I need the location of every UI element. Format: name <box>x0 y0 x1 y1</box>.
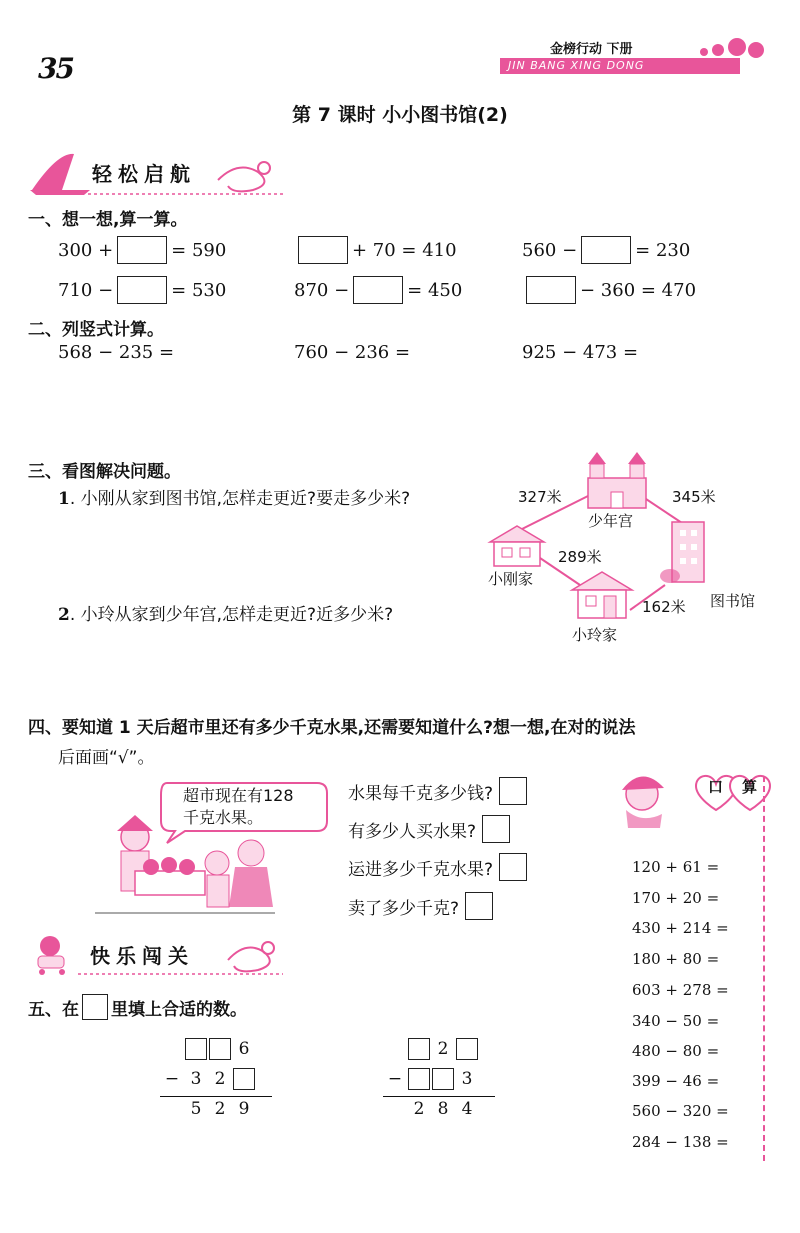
oral-item: 430 + 214 = <box>632 919 729 937</box>
section3-heading: 三、看图解决问题。 <box>28 462 181 482</box>
series-header <box>500 38 770 78</box>
library-label: 图书馆 <box>710 592 756 610</box>
digit: 5 <box>190 1099 202 1119</box>
heading-text: 五、在 <box>28 999 79 1020</box>
oral-item: 180 + 80 = <box>632 950 720 968</box>
dot-decoration <box>700 48 708 56</box>
xiaogang-home-label: 小刚家 <box>488 570 534 588</box>
challenge-title: 快乐闯关 <box>90 944 194 968</box>
option-text: 有多少人买水果? <box>348 821 477 842</box>
warmup-title: 轻松启航 <box>92 162 196 186</box>
oral-item: 399 − 46 = <box>632 1072 720 1090</box>
route-map <box>480 450 780 650</box>
answer-box[interactable] <box>581 236 631 264</box>
question-text: . 小玲从家到少年宫,怎样走更近?近多少米? <box>69 605 394 625</box>
dot-decoration <box>748 42 764 58</box>
digit: 2 <box>214 1069 226 1089</box>
digit: 9 <box>238 1099 250 1119</box>
equation-right: − 360 = 470 <box>580 279 697 301</box>
supermarket-illustration <box>95 775 335 915</box>
digit: 4 <box>461 1099 473 1119</box>
digit: 8 <box>437 1099 449 1119</box>
section4-heading-line: 后面画“√”。 <box>58 748 155 768</box>
equation <box>58 236 226 264</box>
lesson-title: 第 7 课时 小小图书馆(2) <box>292 104 508 126</box>
dot-decoration <box>728 38 746 56</box>
oral-title-char: 口 <box>708 778 724 796</box>
vertical-calc-item: 925 − 473 = <box>522 342 639 363</box>
option-text: 水果每千克多少钱? <box>348 783 494 804</box>
equation-right: = 530 <box>171 279 227 301</box>
option-text: 运进多少千克水果? <box>348 859 494 880</box>
children-figures <box>205 840 273 907</box>
oral-item: 480 − 80 = <box>632 1042 720 1060</box>
checkbox[interactable] <box>465 892 493 920</box>
oral-item: 120 + 61 = <box>632 858 720 876</box>
checkbox[interactable] <box>482 815 510 843</box>
equation <box>522 276 696 304</box>
oral-item: 603 + 278 = <box>632 981 729 999</box>
page-number: 35 <box>38 52 73 85</box>
heading-text: 里填上合适的数。 <box>111 999 247 1020</box>
equation-right: = 450 <box>407 279 463 301</box>
box-symbol <box>82 994 108 1020</box>
equation-left: 300 + <box>58 239 114 261</box>
distance-label: 162米 <box>642 598 686 616</box>
digit-box[interactable] <box>233 1068 255 1090</box>
dot-decoration <box>712 44 724 56</box>
check-option <box>348 892 493 920</box>
xiaoling-house-icon <box>572 572 632 618</box>
digit-box[interactable] <box>432 1068 454 1090</box>
speech-line: 超市现在有128 <box>183 786 294 805</box>
library-building-icon <box>660 522 704 583</box>
speech-line: 千克水果。 <box>183 808 264 827</box>
section2-heading: 二、列竖式计算。 <box>28 320 164 340</box>
equation <box>294 276 462 304</box>
question-2 <box>58 600 393 625</box>
oral-item: 560 − 320 = <box>632 1102 729 1120</box>
question-1 <box>58 484 410 509</box>
subtraction-puzzle-1 <box>160 1034 280 1121</box>
speech-bubble-text <box>183 785 294 829</box>
check-option <box>348 815 510 843</box>
digit: 3 <box>190 1069 202 1089</box>
oral-item: 340 − 50 = <box>632 1012 720 1030</box>
digit: 2 <box>437 1039 449 1059</box>
question-number: 1 <box>58 489 70 509</box>
challenge-banner <box>28 930 288 976</box>
series-title: 金榜行动 下册 <box>550 42 633 57</box>
question-number: 2 <box>58 605 70 625</box>
youth-palace-icon <box>588 452 646 508</box>
youth-palace-label: 少年宫 <box>588 512 634 530</box>
distance-label: 327米 <box>518 488 562 506</box>
xiaogang-house-icon <box>490 526 544 566</box>
oral-arithmetic-panel <box>615 776 765 1161</box>
distance-label: 345米 <box>672 488 716 506</box>
check-option <box>348 853 527 881</box>
equation-left: 710 − <box>58 279 114 301</box>
digit-box[interactable] <box>408 1068 430 1090</box>
digit-box[interactable] <box>408 1038 430 1060</box>
digit-box[interactable] <box>185 1038 207 1060</box>
digit: 2 <box>413 1099 425 1119</box>
distance-label: 289米 <box>558 548 602 566</box>
xiaoling-home-label: 小玲家 <box>572 626 618 644</box>
fruit-crate <box>135 857 205 895</box>
oral-item: 284 − 138 = <box>632 1133 729 1151</box>
equation-right: = 590 <box>171 239 227 261</box>
section4-heading <box>28 713 635 738</box>
section5-heading <box>28 994 247 1020</box>
subtraction-puzzle-2 <box>383 1034 503 1121</box>
equation <box>294 236 457 264</box>
warmup-banner <box>28 150 288 196</box>
minus-sign: − <box>387 1069 403 1089</box>
answer-box[interactable] <box>117 236 167 264</box>
equation <box>58 276 226 304</box>
digit: 2 <box>214 1099 226 1119</box>
equation-right: + 70 = 410 <box>352 239 457 261</box>
digit-box[interactable] <box>209 1038 231 1060</box>
section4-heading-line: 四、要知道 1 天后超市里还有多少千克水果,还需要知道什么?想一想,在对的说法 <box>28 718 636 738</box>
oral-title-char: 算 <box>742 778 758 796</box>
digit: 6 <box>238 1039 250 1059</box>
oral-item: 170 + 20 = <box>632 889 720 907</box>
checkbox[interactable] <box>499 853 527 881</box>
answer-box[interactable] <box>117 276 167 304</box>
digit: 3 <box>461 1069 473 1089</box>
answer-box[interactable] <box>526 276 576 304</box>
answer-box[interactable] <box>298 236 348 264</box>
vertical-calc-item: 568 − 235 = <box>58 342 175 363</box>
question-text: . 小刚从家到图书馆,怎样走更近?要走多少米? <box>69 489 411 509</box>
vertical-calc-item: 760 − 236 = <box>294 342 411 363</box>
section1-heading: 一、想一想,算一算。 <box>28 210 188 230</box>
equation-right: = 230 <box>635 239 691 261</box>
equation-left: 560 − <box>522 239 578 261</box>
series-band: JIN BANG XING DONG <box>500 58 740 74</box>
answer-box[interactable] <box>353 276 403 304</box>
check-option <box>348 777 527 805</box>
digit-box[interactable] <box>456 1038 478 1060</box>
equation <box>522 236 690 264</box>
minus-sign: − <box>164 1069 180 1089</box>
checkbox[interactable] <box>499 777 527 805</box>
option-text: 卖了多少千克? <box>348 898 460 919</box>
equation-left: 870 − <box>294 279 350 301</box>
